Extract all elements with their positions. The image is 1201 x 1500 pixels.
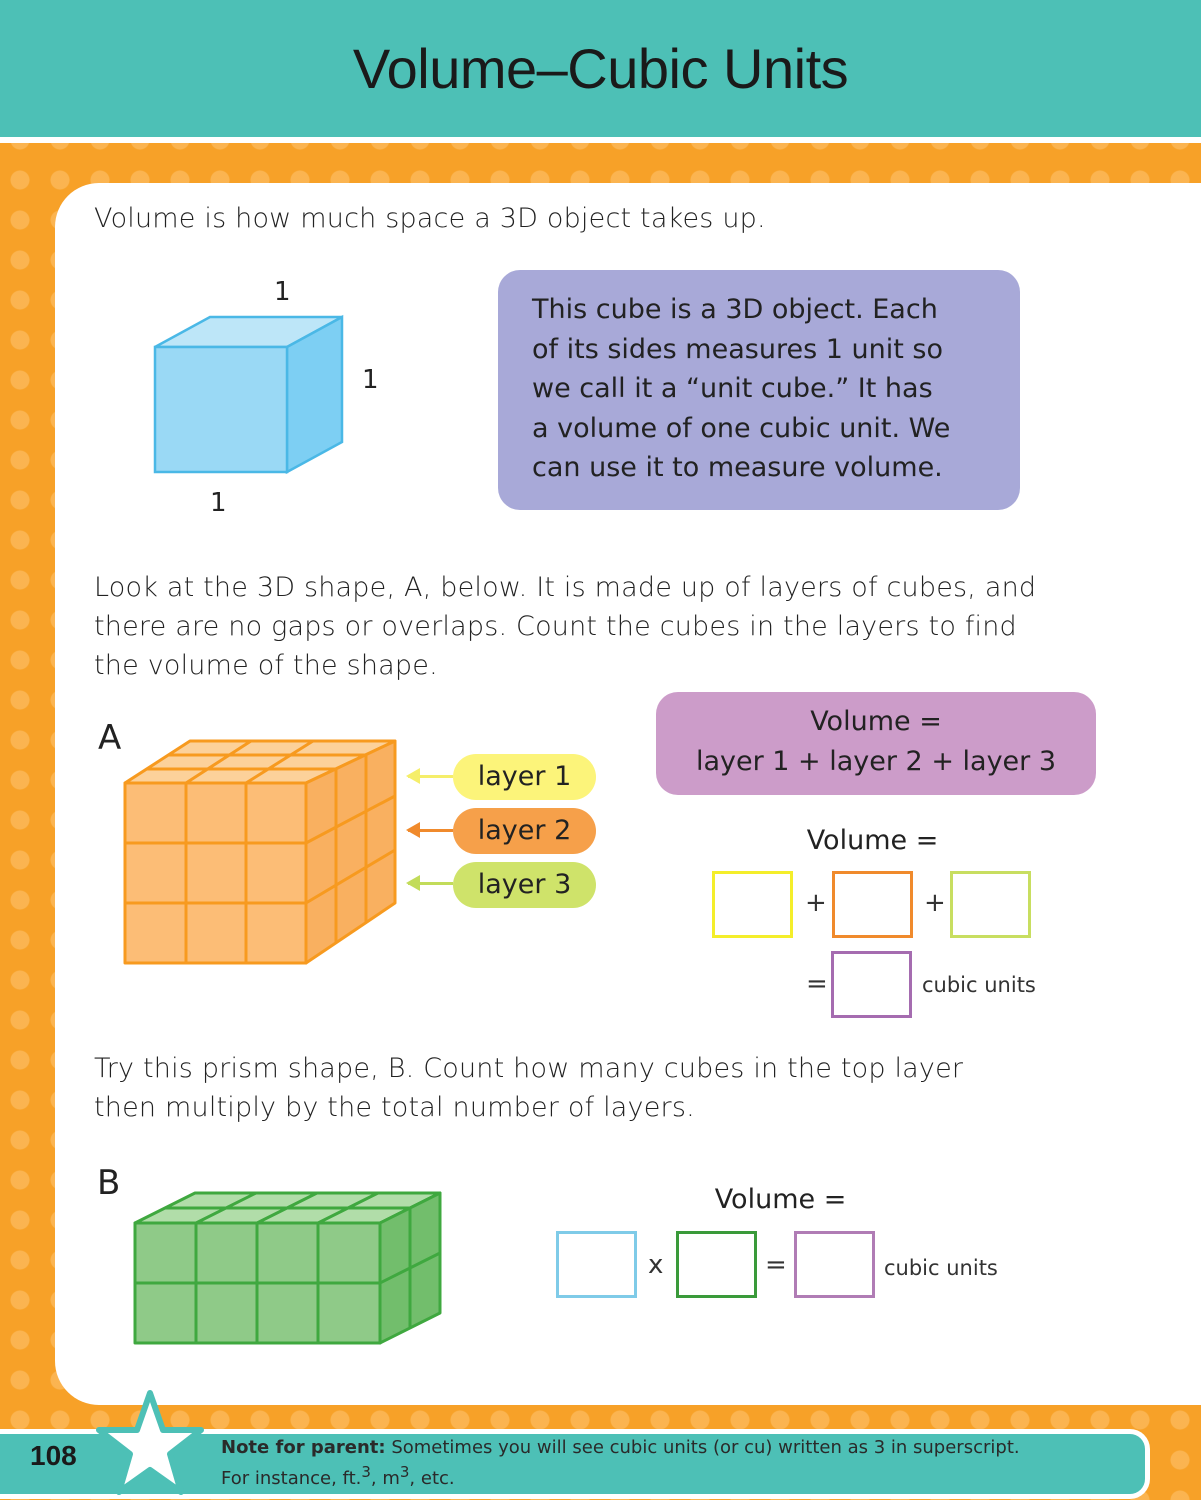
edge-label-bottom: 1 (210, 488, 227, 518)
page-number: 108 (30, 1440, 77, 1471)
bubble-line: a volume of one cubic unit. We (532, 412, 951, 444)
formula-line: layer 1 + layer 2 + layer 3 (695, 746, 1057, 777)
page-header (0, 0, 1201, 143)
instruction-line: Look at the 3D shape, A, below. It is made up of layers of cubes, and (94, 572, 1037, 603)
bubble-line: of its sides measures 1 unit so (532, 333, 943, 365)
volume-label-a: Volume = (806, 825, 939, 856)
shape-b-label: B (97, 1163, 121, 1203)
layer-3-arrow-icon (408, 882, 453, 885)
layer-1-arrow-icon (408, 775, 453, 778)
answer-box-layer-3[interactable] (950, 871, 1031, 938)
page-title: Volume–Cubic Units (352, 37, 849, 100)
unit-cube-explanation (498, 270, 1020, 510)
plus-sign: + (924, 888, 946, 918)
times-sign: x (648, 1250, 664, 1280)
star-badge-icon (95, 1388, 205, 1500)
note-text: , m (370, 1468, 400, 1489)
instruction-line: then multiply by the total number of layers. (94, 1092, 695, 1123)
note-text: For instance, ft. (221, 1468, 362, 1489)
layer-2-pill: layer 2 (453, 808, 596, 854)
instruction-line: the volume of the shape. (94, 650, 438, 681)
bubble-line: can use it to measure volume. (532, 452, 943, 483)
volume-formula-a (656, 692, 1096, 795)
instruction-line: Try this prism shape, B. Count how many cubes in the top layer (94, 1053, 964, 1084)
note-label: Note for parent: (221, 1437, 386, 1458)
answer-box-top-layer[interactable] (556, 1231, 637, 1298)
note-text: Sometimes you will see cubic units (or cu) written as 3 in superscript. (385, 1437, 1020, 1458)
note-text: , etc. (409, 1468, 455, 1489)
answer-box-layer-count[interactable] (676, 1231, 757, 1298)
shape-a-label: A (98, 718, 122, 758)
answer-box-total-b[interactable] (794, 1231, 875, 1298)
volume-label-b: Volume = (714, 1184, 847, 1215)
plus-sign: + (805, 888, 827, 918)
layer-1-pill: layer 1 (453, 754, 596, 800)
instructions-a (94, 568, 1036, 685)
intro-text: Volume is how much space a 3D object takes up. (94, 203, 766, 234)
answer-box-total-a[interactable] (831, 951, 912, 1018)
parent-note (221, 1436, 1020, 1491)
superscript: 3 (361, 1463, 371, 1481)
formula-line: Volume = (810, 706, 942, 737)
answer-box-layer-2[interactable] (832, 871, 913, 938)
equals-sign: = (765, 1250, 787, 1280)
edge-label-side: 1 (362, 365, 379, 395)
shape-b-prism-4x2x2 (130, 1188, 445, 1348)
instruction-line: there are no gaps or overlaps. Count the cubes in the layers to find (94, 611, 1017, 642)
layer-2-arrow-icon (408, 829, 453, 832)
bubble-line: we call it a “unit cube.” It has (532, 373, 933, 404)
instructions-b (94, 1049, 963, 1127)
superscript: 3 (399, 1463, 410, 1481)
cubic-units-label-a: cubic units (922, 973, 1036, 997)
equals-sign: = (806, 969, 828, 999)
layer-3-pill: layer 3 (453, 862, 596, 908)
unit-cube-illustration (150, 312, 350, 477)
answer-box-layer-1[interactable] (712, 871, 793, 938)
shape-a-cube-3x3x3 (120, 736, 405, 971)
edge-label-top: 1 (274, 277, 291, 307)
cubic-units-label-b: cubic units (884, 1256, 998, 1280)
bubble-line: This cube is a 3D object. Each (532, 294, 938, 325)
